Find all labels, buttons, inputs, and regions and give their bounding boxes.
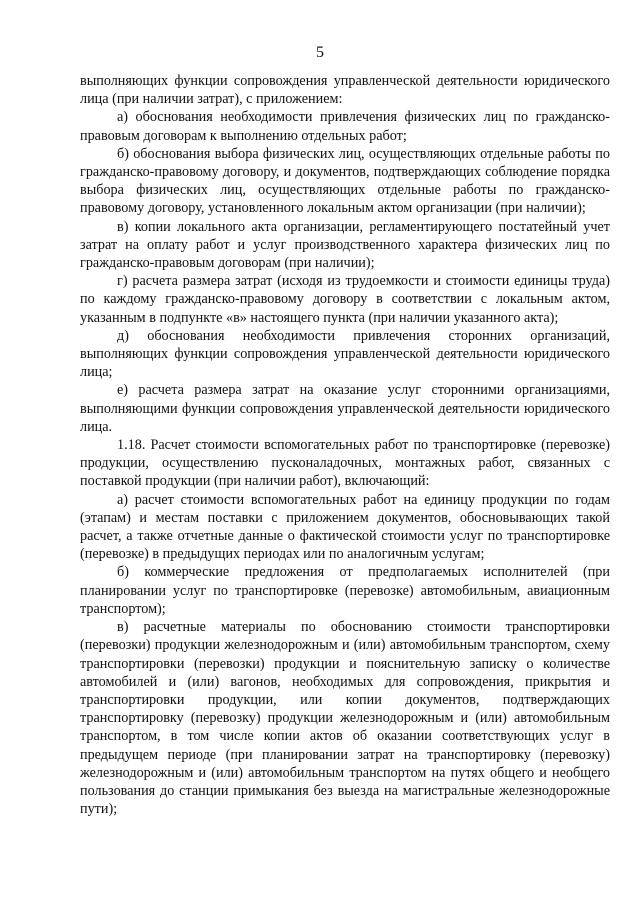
paragraph: 1.18. Расчет стоимости вспомогательных работ по транспортировке (перевозке) продукции, осуществлению пусконаладочных, монтажных работ, связанных с поставкой продукции (при наличии работ), включающий:: [80, 437, 610, 490]
paragraph: б) коммерческие предложения от предполагаемых исполнителей (при планировании услуг по транспортировке (перевозке) автомобильным, авиационным транспортом);: [80, 564, 610, 617]
paragraph: в) расчетные материалы по обоснованию стоимости транспортировки (перевозки) продукции железнодорожным и (или) автомобильным транспортом, схему транспортировки (перевозки) продукции и пояснительную записку о количестве автомобилей и (или) вагонов, необходимых для сопровождения, прикрытия и транспортировки продукции, или копии документов, подтверждающих транспортировку (перевозку) продукции железнодорожным и (или) автомобильным транспортом, в том числе копии актов об оказании соответствующих услуг в предыдущем периоде (при планировании затрат на транспортировку (перевозку) железнодорожным и (или) автомобильным транспортом на путях общего и необщего пользования до станции примыкания без выезда на магистральные железнодорожные пути);: [80, 619, 610, 818]
paragraph: б) обоснования выбора физических лиц, осуществляющих отдельные работы по гражданско-правовому договору, и документов, подтверждающих соблюдение порядка выбора физических лиц, осуществляющих отдельные работы по гражданско-правовому договору, установленного локальным актом организации (при наличии);: [80, 145, 610, 217]
document-body: [80, 72, 610, 818]
paragraph: выполняющих функции сопровождения управленческой деятельности юридического лица (при наличии затрат), с приложением:: [80, 73, 610, 108]
paragraph: е) расчета размера затрат на оказание услуг сторонними организациями, выполняющими функции сопровождения управленческой деятельности юридического лица.: [80, 382, 610, 435]
paragraph: а) обоснования необходимости привлечения физических лиц по гражданско-правовым договорам к выполнению отдельных работ;: [80, 109, 610, 144]
page-number: 5: [316, 44, 324, 61]
paragraph: а) расчет стоимости вспомогательных работ на единицу продукции по годам (этапам) и местам поставки с приложением документов, обосновывающих такой расчет, а также отчетные данные о фактической стоимости услуг по транспортировке (перевозке) в предыдущих периодах или по аналогичным услугам;: [80, 491, 610, 563]
paragraph: д) обоснования необходимости привлечения сторонних организаций, выполняющих функции сопровождения управленческой деятельности юридического лица;: [80, 327, 610, 381]
paragraph: г) расчета размера затрат (исходя из трудоемкости и стоимости единицы труда) по каждому гражданско-правовому договору в соответствии с локальным актом, указанным в подпункте «в» настоящего пункта (при наличии указанного акта);: [80, 273, 610, 326]
paragraph: в) копии локального акта организации, регламентирующего постатейный учет затрат на оплату работ и услуг производственного характера физических лиц по гражданско-правовым договорам (при наличии);: [80, 218, 610, 272]
